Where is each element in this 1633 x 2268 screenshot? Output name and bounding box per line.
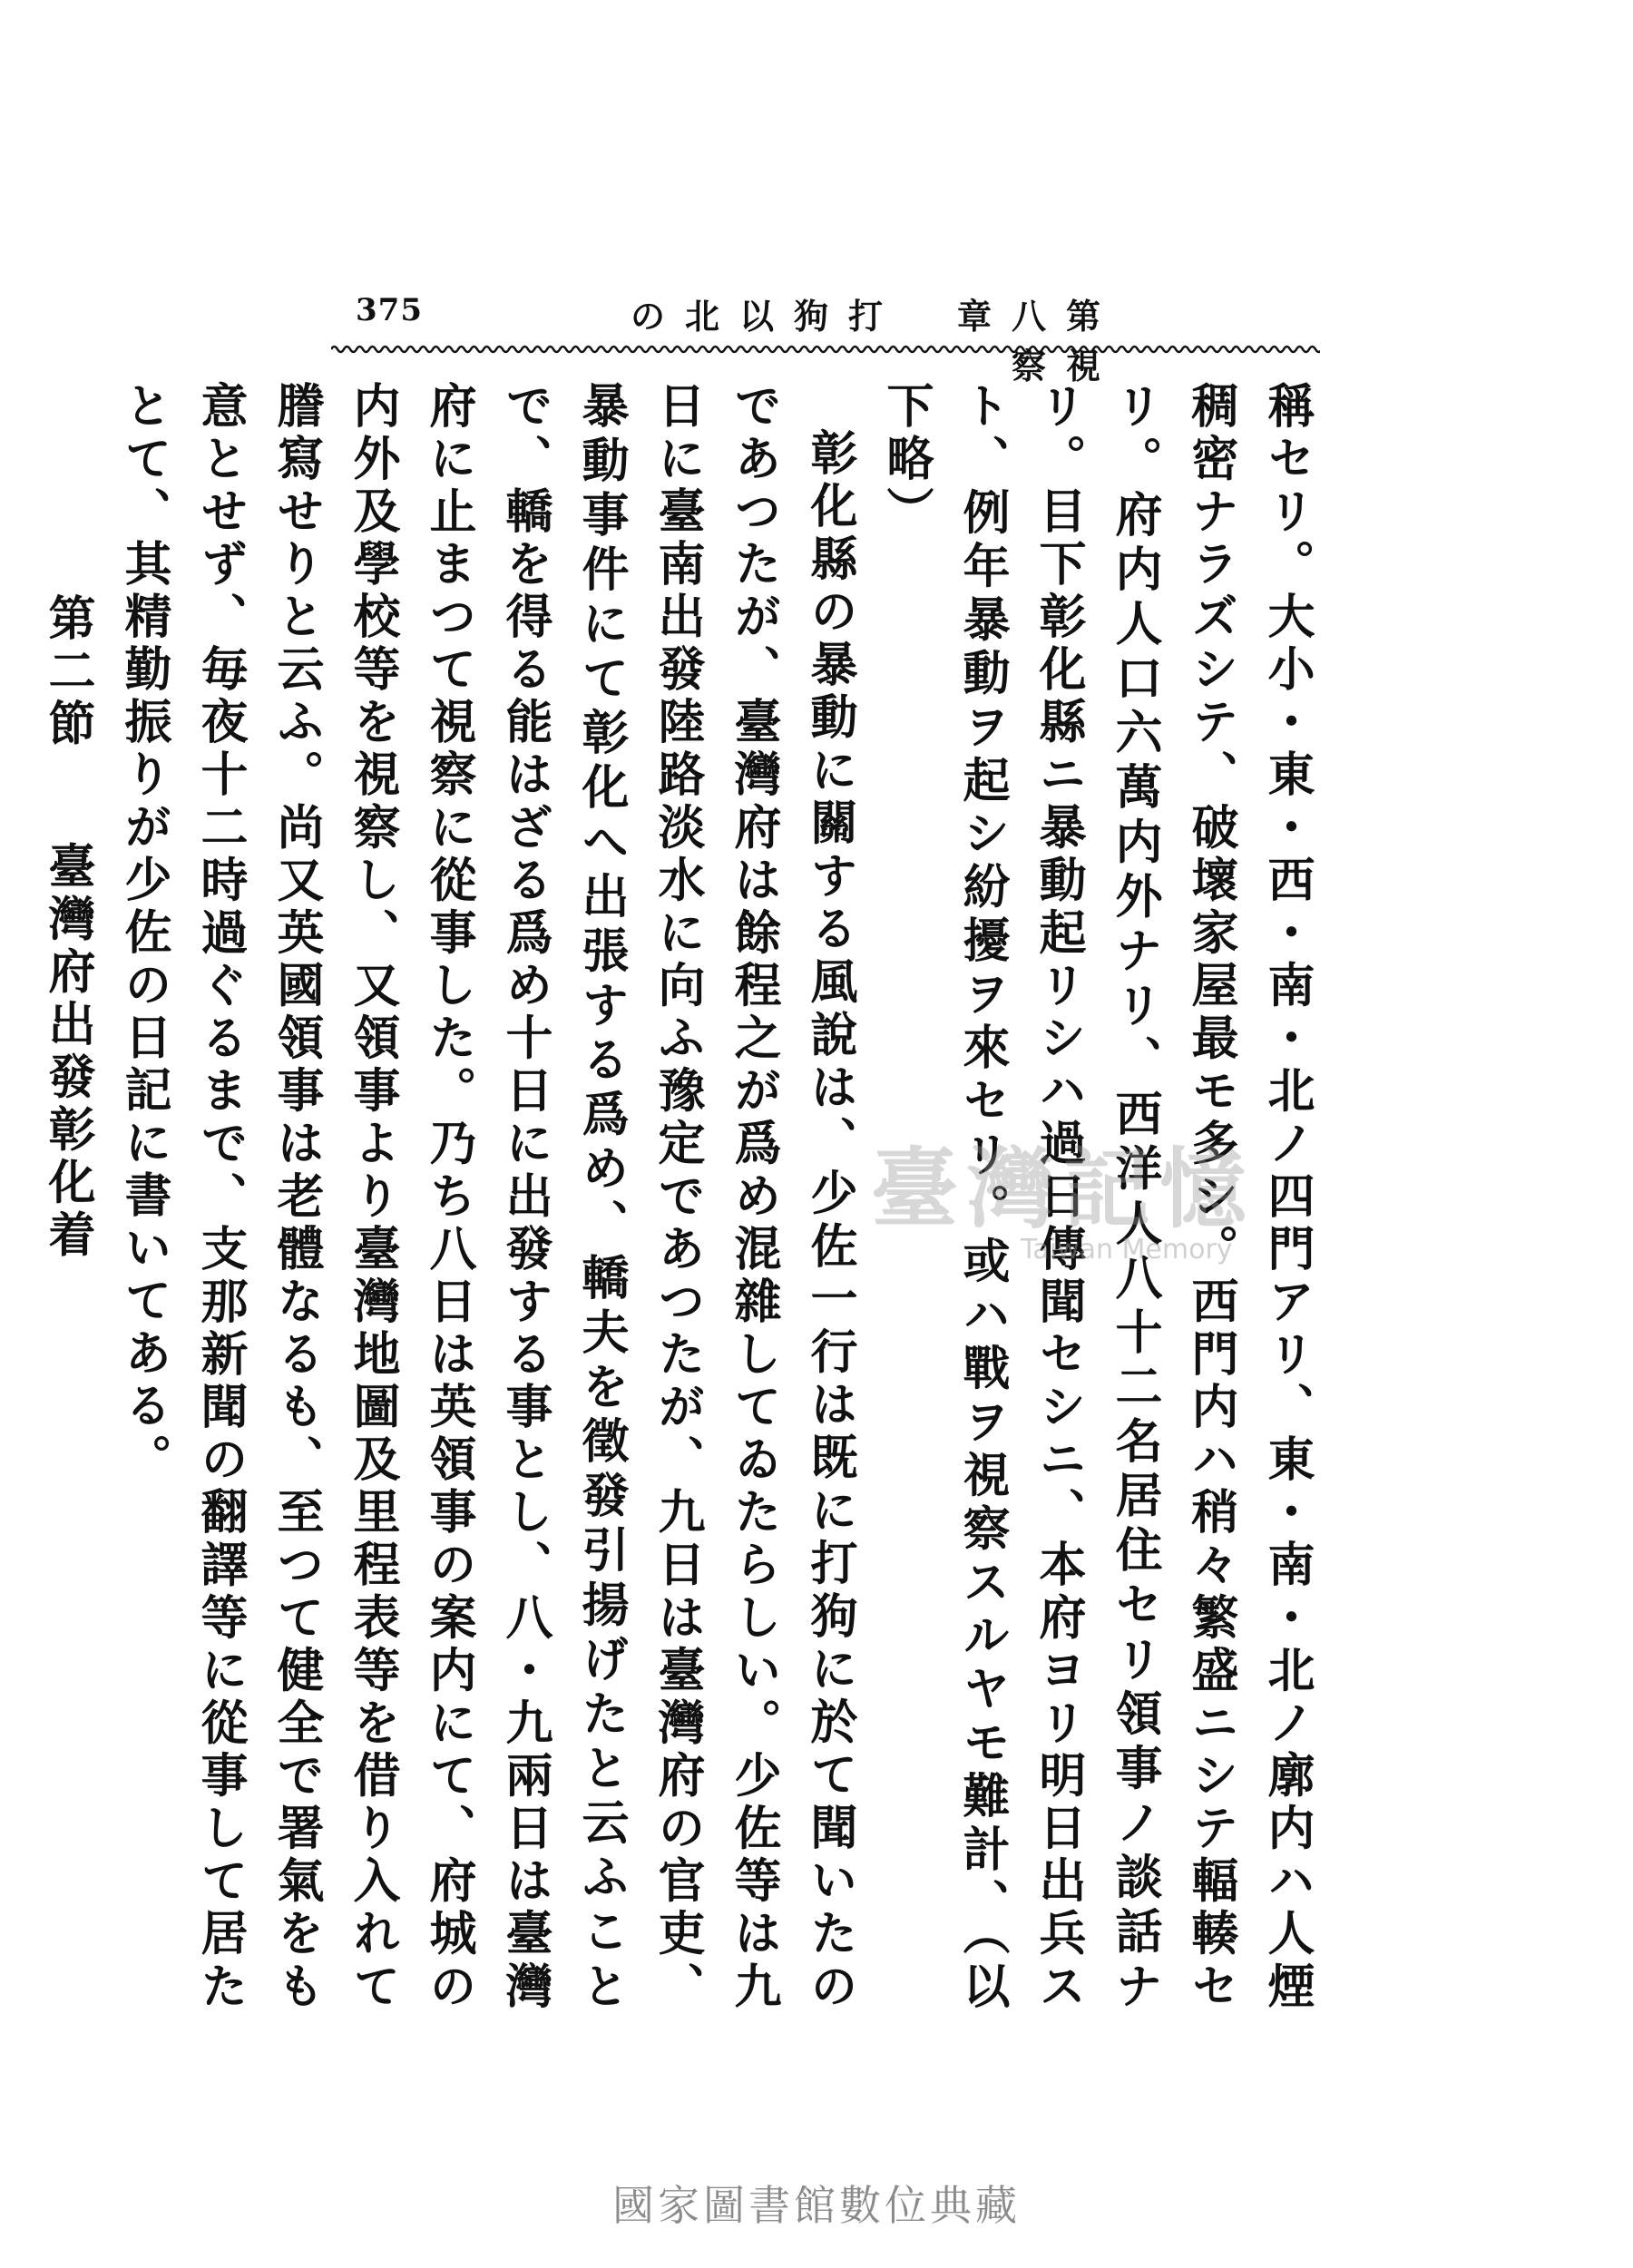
running-header: 第八章 打狗以北の視察 <box>630 296 1120 386</box>
watermark-text: 臺灣記憶 <box>871 1138 1256 1240</box>
section-number: 第二節 <box>40 593 95 751</box>
header-wavy-rule <box>331 343 1320 356</box>
paragraph-1: 稱セリ。大小・東・西・南・北ノ四門アリ、東・南・北ノ廓内ハ人煙稠密ナラズシテ、破壞家屋最モ多シ。西門内ハ稍々繁盛ニシテ輻輳セリ。府内人口六萬内外ナリ、西洋人八十二名居住セリ領事ノ談話ナリ。目下彰化縣ニ暴動起リシハ過日傳聞セシニ、本府ヨリ明日出兵スト、例年暴動ヲ起シ紛擾ヲ來セリ。或ハ戰ヲ視察スルヤモ難計、（以下略） <box>878 381 1315 2015</box>
section-heading <box>29 381 105 2014</box>
page-number: 375 <box>356 292 423 328</box>
paragraph-2: 彰化縣の暴動に關する風說は、少佐一行は既に打狗に於て聞いたのであつたが、臺灣府は餘程之が爲め混雜してゐたらしい。少佐等は九日に臺南出發陸路淡水に向ふ豫定であつたが、九日は臺灣府の官吏、暴動事件にて彰化へ出張する爲め、轎夫を徵發引揚げたと云ふことで、轎を得る能はざる爲め十日に出發する事とし、八・九兩日は臺灣府に止まつて視察に從事した。乃ち八日は英領事の案内にて、府城の内外及學校等を視察し、又領事より臺灣地圖及里程表等を借り入れて謄寫せりと云ふ。尚又英國領事は老體なるも、至つて健全で署氣をも意とせず、毎夜十二時過ぐるまで、支那新聞の翻譯等に從事して居たとて、其精勤振りが少佐の日記に書いてある。 <box>116 381 857 2015</box>
footer-library-name: 國家圖書館數位典藏 <box>612 2181 1021 2230</box>
watermark-subtext: Taiwan Memory <box>1021 1234 1233 1266</box>
section-title: 臺灣府出發彰化着 <box>40 841 95 1263</box>
